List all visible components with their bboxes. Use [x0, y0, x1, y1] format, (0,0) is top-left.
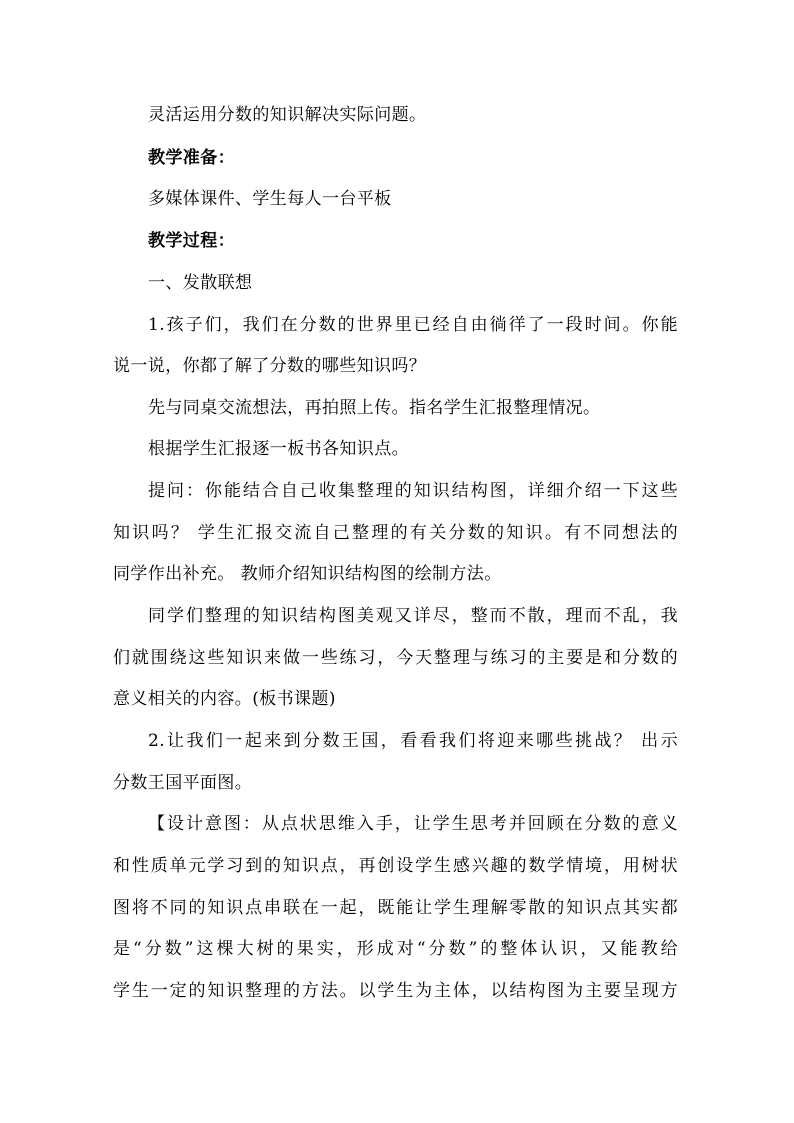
text-line-1: 灵活运用分数的知识解决实际问题。 [148, 105, 427, 125]
paragraph-6-line-2: 分数王国平面图。 [113, 773, 253, 793]
design-intent-line-5: 学生一定的知识整理的方法。以学生为主体，以结构图为主要呈现方 [113, 981, 678, 1001]
paragraph-4-line-2: 知识吗？ 学生汇报交流自己整理的有关分数的知识。有不同想法的 [113, 523, 678, 543]
design-intent-line-2: 和性质单元学习到的知识点，再创设学生感兴趣的数学情境，用树状 [113, 856, 678, 876]
paragraph-3: 根据学生汇报逐一板书各知识点。 [148, 439, 409, 459]
design-intent-line-3: 图将不同的知识点串联在一起，既能让学生理解零散的知识点其实都 [113, 898, 678, 918]
paragraph-4-line-3: 同学作出补充。 教师介绍知识结构图的绘制方法。 [113, 564, 502, 584]
heading-teaching-preparation: 教学准备： [148, 148, 235, 168]
heading-teaching-process: 教学过程： [148, 231, 235, 251]
paragraph-5-line-3: 意义相关的内容。(板书课题) [113, 689, 336, 709]
section-heading-divergent-association: 一、发散联想 [148, 273, 253, 293]
text-line-3: 多媒体课件、学生每人一台平板 [148, 189, 392, 209]
design-intent-line-1: 【设计意图：从点状思维入手，让学生思考并回顾在分数的意义 [148, 814, 678, 834]
design-intent-line-4: 是“分数”这棵大树的果实，形成对“分数”的整体认识，又能教给 [113, 939, 678, 959]
paragraph-6-line-1: 2.让我们一起来到分数王国，看看我们将迎来哪些挑战？ 出示 [148, 731, 678, 751]
paragraph-5-line-2: 们就围绕这些知识来做一些练习，今天整理与练习的主要是和分数的 [113, 648, 678, 668]
paragraph-1-line-1: 1.孩子们，我们在分数的世界里已经自由徜徉了一段时间。你能 [148, 315, 678, 335]
paragraph-4-line-1: 提问：你能结合自己收集整理的知识结构图，详细介绍一下这些 [148, 481, 678, 501]
paragraph-5-line-1: 同学们整理的知识结构图美观又详尽，整而不散，理而不乱，我 [148, 606, 678, 626]
paragraph-1-line-2: 说一说，你都了解了分数的哪些知识吗？ [113, 356, 427, 376]
paragraph-2: 先与同桌交流想法，再拍照上传。指名学生汇报整理情况。 [148, 398, 601, 418]
